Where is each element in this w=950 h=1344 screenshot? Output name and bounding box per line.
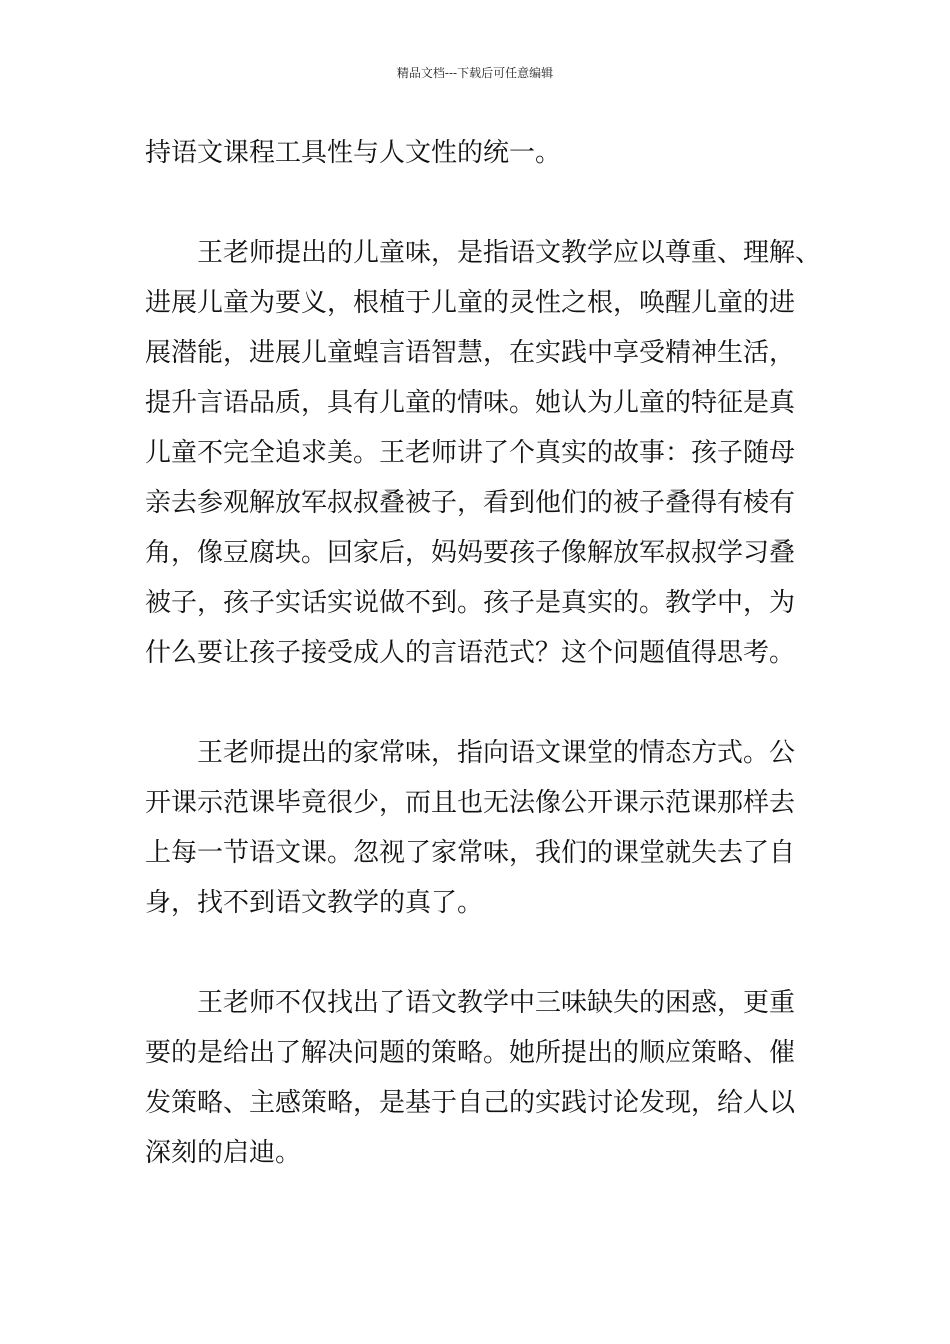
text-line: 王老师不仅找出了语文教学中三味缺失的困惑，更重: [145, 988, 796, 1018]
paragraph-2: [145, 228, 825, 678]
text-line: 要的是给出了解决问题的策略。她所提出的顺应策略、催: [145, 1038, 796, 1068]
text-line: 什么要让孩子接受成人的言语范式？这个问题值得思考。: [145, 638, 796, 668]
text-line: 上每一节语文课。忽视了家常味，我们的课堂就失去了自: [145, 838, 796, 868]
paragraph-3: [145, 728, 825, 928]
page-header: 精品文档---下载后可任意编辑: [396, 66, 554, 80]
paragraph-1: [145, 128, 825, 178]
paragraph-4: [145, 978, 825, 1178]
text-line: 身，找不到语文教学的真了。: [145, 888, 484, 918]
text-line: 提升言语品质，具有儿童的情味。她认为儿童的特征是真: [145, 388, 796, 418]
text-line: 儿童不完全追求美。王老师讲了个真实的故事：孩子随母: [145, 438, 796, 468]
document-body: [145, 128, 825, 1178]
text-line: 被子，孩子实话实说做不到。孩子是真实的。教学中，为: [145, 588, 796, 618]
text-line: 王老师提出的儿童味，是指语文教学应以尊重、理解、: [145, 238, 822, 268]
text-line: 持语文课程工具性与人文性的统一。: [145, 138, 562, 168]
paragraph-gap: [145, 178, 825, 228]
text-line: 亲去参观解放军叔叔叠被子，看到他们的被子叠得有棱有: [145, 488, 796, 518]
text-line: 角，像豆腐块。回家后，妈妈要孩子像解放军叔叔学习叠: [145, 538, 796, 568]
text-line: 王老师提出的家常味，指向语文课堂的情态方式。公: [145, 738, 796, 768]
text-line: 深刻的启迪。: [145, 1138, 302, 1168]
text-line: 展潜能，进展儿童蝗言语智慧，在实践中享受精神生活，: [145, 338, 796, 368]
text-line: 发策略、主感策略，是基于自己的实践讨论发现，给人以: [145, 1088, 796, 1118]
text-line: 开课示范课毕竟很少，而且也无法像公开课示范课那样去: [145, 788, 796, 818]
text-line: 进展儿童为要义，根植于儿童的灵性之根，唤醒儿童的进: [145, 288, 796, 318]
paragraph-gap: [145, 678, 825, 728]
paragraph-gap: [145, 928, 825, 978]
